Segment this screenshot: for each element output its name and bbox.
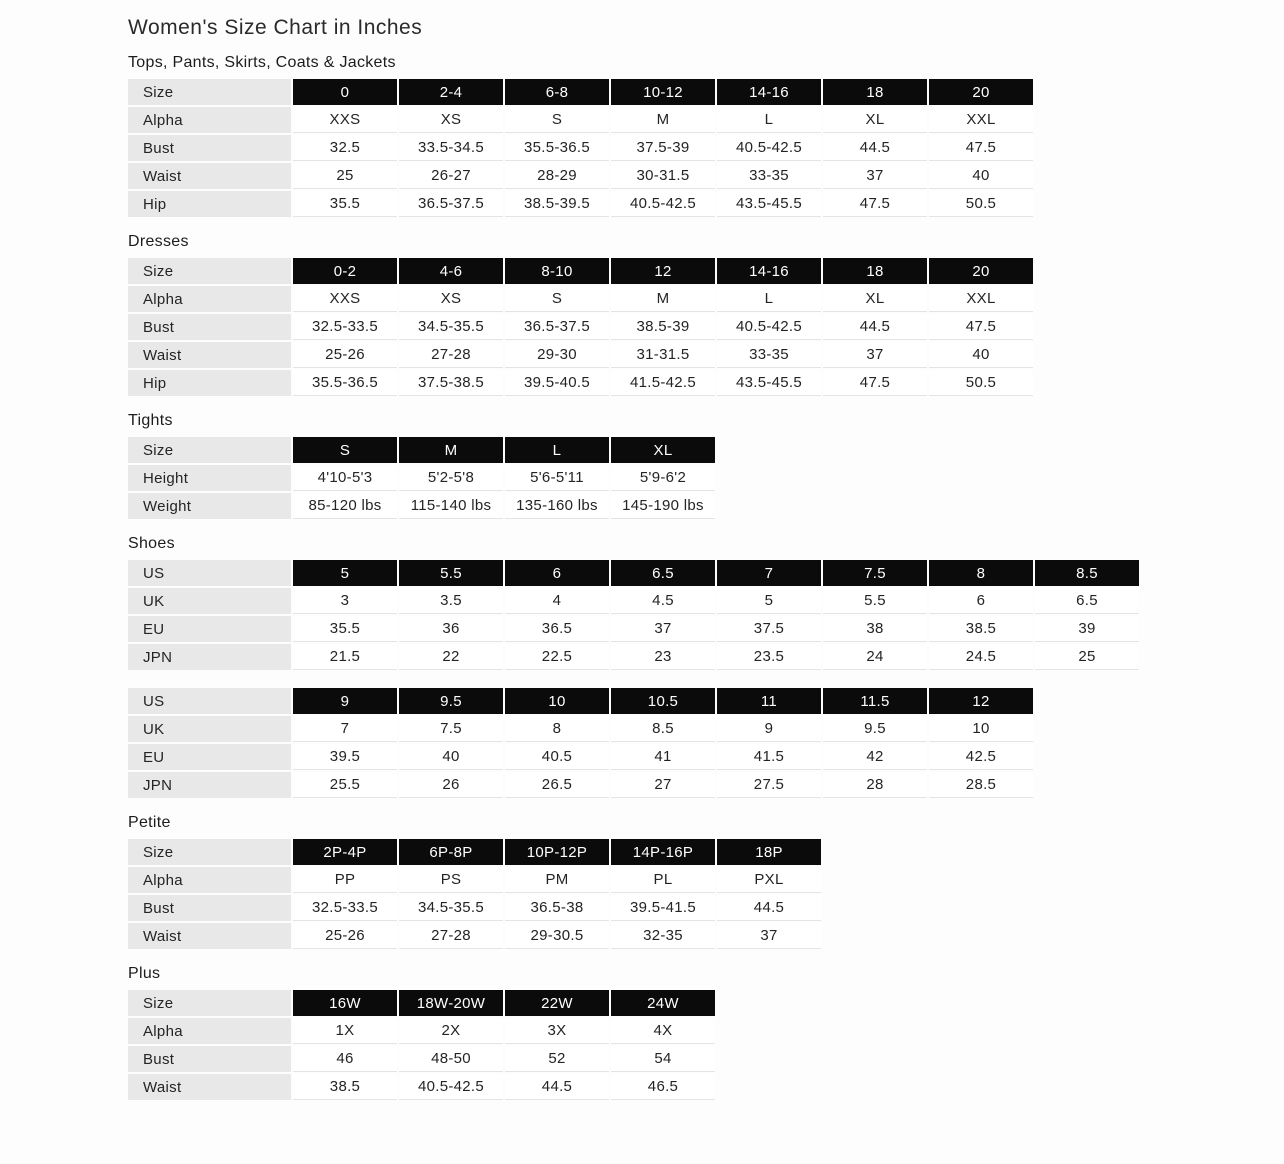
row-label: US <box>128 560 291 586</box>
value-cell: 41 <box>611 744 715 770</box>
value-cell: 25 <box>1035 644 1139 670</box>
value-cell: 43.5-45.5 <box>717 370 821 396</box>
value-cell: 3X <box>505 1018 609 1044</box>
value-cell: 39.5-41.5 <box>611 895 715 921</box>
table-row <box>128 1046 715 1072</box>
page-title: Women's Size Chart in Inches <box>128 16 423 39</box>
value-cell: 28 <box>823 772 927 798</box>
size-header-cell: 11.5 <box>823 688 927 714</box>
table-row <box>128 688 1033 714</box>
value-cell: 5'9-6'2 <box>611 465 715 491</box>
value-cell: 4'10-5'3 <box>293 465 397 491</box>
value-cell: XXL <box>929 107 1033 133</box>
row-label: UK <box>128 588 291 614</box>
section-dresses <box>126 233 1284 398</box>
row-label: Bust <box>128 1046 291 1072</box>
value-cell: 44.5 <box>823 314 927 340</box>
row-label: Waist <box>128 1074 291 1100</box>
size-header-cell: 10.5 <box>611 688 715 714</box>
table-row <box>128 1018 715 1044</box>
row-label: Waist <box>128 163 291 189</box>
value-cell: 40.5-42.5 <box>399 1074 503 1100</box>
size-header-cell: 11 <box>717 688 821 714</box>
row-label: Bust <box>128 314 291 340</box>
value-cell: 50.5 <box>929 370 1033 396</box>
value-cell: 50.5 <box>929 191 1033 217</box>
table-row <box>128 258 1033 284</box>
value-cell: 27 <box>611 772 715 798</box>
table-row <box>128 990 715 1016</box>
value-cell: 41.5 <box>717 744 821 770</box>
size-header-cell: 8 <box>929 560 1033 586</box>
row-label: EU <box>128 616 291 642</box>
value-cell: 40 <box>929 163 1033 189</box>
value-cell: 24.5 <box>929 644 1033 670</box>
size-header-cell: 8.5 <box>1035 560 1139 586</box>
table-row <box>128 314 1033 340</box>
row-label: Alpha <box>128 286 291 312</box>
row-label: Weight <box>128 493 291 519</box>
value-cell: L <box>717 107 821 133</box>
value-cell: 3.5 <box>399 588 503 614</box>
value-cell: XXS <box>293 107 397 133</box>
value-cell: 5.5 <box>823 588 927 614</box>
table-row <box>128 191 1033 217</box>
value-cell: 9 <box>717 716 821 742</box>
size-header-cell: 10P-12P <box>505 839 609 865</box>
table-row <box>128 772 1033 798</box>
value-cell: 47.5 <box>823 370 927 396</box>
value-cell: 21.5 <box>293 644 397 670</box>
size-header-cell: 14-16 <box>717 79 821 105</box>
row-label: Size <box>128 258 291 284</box>
value-cell: 38.5 <box>293 1074 397 1100</box>
value-cell: 28.5 <box>929 772 1033 798</box>
value-cell: 29-30 <box>505 342 609 368</box>
value-cell: 135-160 lbs <box>505 493 609 519</box>
value-cell: 39.5-40.5 <box>505 370 609 396</box>
value-cell: 43.5-45.5 <box>717 191 821 217</box>
value-cell: PP <box>293 867 397 893</box>
size-header-cell: 9 <box>293 688 397 714</box>
value-cell: 32.5-33.5 <box>293 895 397 921</box>
value-cell: 38.5-39.5 <box>505 191 609 217</box>
size-header-cell: 18P <box>717 839 821 865</box>
value-cell: XXS <box>293 286 397 312</box>
size-header-cell: 0-2 <box>293 258 397 284</box>
value-cell: 47.5 <box>929 135 1033 161</box>
row-label: Alpha <box>128 107 291 133</box>
size-header-cell: M <box>399 437 503 463</box>
value-cell: 1X <box>293 1018 397 1044</box>
row-label: Bust <box>128 135 291 161</box>
value-cell: 26-27 <box>399 163 503 189</box>
value-cell: 25.5 <box>293 772 397 798</box>
section-label: Tights <box>128 412 173 429</box>
value-cell: 47.5 <box>929 314 1033 340</box>
section-label: Plus <box>128 965 161 982</box>
value-cell: 42.5 <box>929 744 1033 770</box>
value-cell: 37 <box>823 163 927 189</box>
value-cell: 22.5 <box>505 644 609 670</box>
table-row <box>128 286 1033 312</box>
value-cell: 26.5 <box>505 772 609 798</box>
value-cell: 5 <box>717 588 821 614</box>
size-header-cell: 12 <box>929 688 1033 714</box>
row-label: Hip <box>128 191 291 217</box>
size-table <box>126 837 823 951</box>
value-cell: 145-190 lbs <box>611 493 715 519</box>
value-cell: 38.5-39 <box>611 314 715 340</box>
size-header-cell: 14P-16P <box>611 839 715 865</box>
value-cell: 27-28 <box>399 923 503 949</box>
table-row <box>128 588 1139 614</box>
size-header-cell: 16W <box>293 990 397 1016</box>
value-cell: 47.5 <box>823 191 927 217</box>
size-header-cell: 9.5 <box>399 688 503 714</box>
value-cell: 32.5 <box>293 135 397 161</box>
sections-container <box>126 54 1284 1102</box>
value-cell: 46 <box>293 1046 397 1072</box>
value-cell: 40.5-42.5 <box>717 135 821 161</box>
table-row <box>128 135 1033 161</box>
size-header-cell: 6 <box>505 560 609 586</box>
table-row <box>128 163 1033 189</box>
value-cell: 4.5 <box>611 588 715 614</box>
size-header-cell: 2P-4P <box>293 839 397 865</box>
row-label: Size <box>128 437 291 463</box>
size-header-cell: 14-16 <box>717 258 821 284</box>
size-header-cell: 12 <box>611 258 715 284</box>
row-label: JPN <box>128 772 291 798</box>
size-table <box>126 435 717 521</box>
size-header-cell: 10-12 <box>611 79 715 105</box>
value-cell: 44.5 <box>505 1074 609 1100</box>
size-header-cell: 4-6 <box>399 258 503 284</box>
size-header-cell: 7 <box>717 560 821 586</box>
value-cell: 38 <box>823 616 927 642</box>
value-cell: 33-35 <box>717 342 821 368</box>
value-cell: 9.5 <box>823 716 927 742</box>
value-cell: 23.5 <box>717 644 821 670</box>
table-row <box>128 923 821 949</box>
row-label: Size <box>128 990 291 1016</box>
value-cell: 7.5 <box>399 716 503 742</box>
value-cell: 27.5 <box>717 772 821 798</box>
value-cell: 7 <box>293 716 397 742</box>
value-cell: 26 <box>399 772 503 798</box>
section-label: Tops, Pants, Skirts, Coats & Jackets <box>128 54 396 71</box>
value-cell: 32.5-33.5 <box>293 314 397 340</box>
table-row <box>128 342 1033 368</box>
value-cell: 2X <box>399 1018 503 1044</box>
row-label: Height <box>128 465 291 491</box>
size-header-cell: 20 <box>929 258 1033 284</box>
section-label: Shoes <box>128 535 175 552</box>
row-label: UK <box>128 716 291 742</box>
size-header-cell: 18W-20W <box>399 990 503 1016</box>
value-cell: 6.5 <box>1035 588 1139 614</box>
table-row <box>128 465 715 491</box>
size-header-cell: 0 <box>293 79 397 105</box>
value-cell: 36.5-38 <box>505 895 609 921</box>
table-row <box>128 644 1139 670</box>
row-label: Waist <box>128 342 291 368</box>
section-petite <box>126 814 1284 951</box>
size-header-cell: 18 <box>823 79 927 105</box>
value-cell: 24 <box>823 644 927 670</box>
value-cell: 40 <box>929 342 1033 368</box>
size-header-cell: 10 <box>505 688 609 714</box>
row-label: Size <box>128 839 291 865</box>
size-header-cell: 20 <box>929 79 1033 105</box>
value-cell: PM <box>505 867 609 893</box>
table-row <box>128 370 1033 396</box>
value-cell: 34.5-35.5 <box>399 895 503 921</box>
value-cell: 8 <box>505 716 609 742</box>
table-row <box>128 867 821 893</box>
table-row <box>128 895 821 921</box>
size-table <box>126 77 1035 219</box>
value-cell: 5'6-5'11 <box>505 465 609 491</box>
size-header-cell: 5 <box>293 560 397 586</box>
value-cell: 3 <box>293 588 397 614</box>
section-tights <box>126 412 1284 521</box>
value-cell: 22 <box>399 644 503 670</box>
value-cell: 28-29 <box>505 163 609 189</box>
value-cell: L <box>717 286 821 312</box>
value-cell: 44.5 <box>823 135 927 161</box>
value-cell: 42 <box>823 744 927 770</box>
value-cell: 37 <box>611 616 715 642</box>
size-header-cell: 6-8 <box>505 79 609 105</box>
value-cell: 4X <box>611 1018 715 1044</box>
value-cell: 40 <box>399 744 503 770</box>
row-label: Size <box>128 79 291 105</box>
size-header-cell: XL <box>611 437 715 463</box>
value-cell: 37.5-39 <box>611 135 715 161</box>
value-cell: XS <box>399 107 503 133</box>
value-cell: 25-26 <box>293 342 397 368</box>
value-cell: 36.5-37.5 <box>505 314 609 340</box>
table-row <box>128 1074 715 1100</box>
value-cell: 41.5-42.5 <box>611 370 715 396</box>
value-cell: 40.5-42.5 <box>611 191 715 217</box>
size-header-cell: 22W <box>505 990 609 1016</box>
value-cell: 36.5 <box>505 616 609 642</box>
value-cell: 35.5-36.5 <box>505 135 609 161</box>
table-row <box>128 437 715 463</box>
value-cell: 37 <box>717 923 821 949</box>
value-cell: PS <box>399 867 503 893</box>
value-cell: 4 <box>505 588 609 614</box>
value-cell: PL <box>611 867 715 893</box>
value-cell: XXL <box>929 286 1033 312</box>
value-cell: 37.5 <box>717 616 821 642</box>
value-cell: 54 <box>611 1046 715 1072</box>
value-cell: S <box>505 286 609 312</box>
value-cell: 27-28 <box>399 342 503 368</box>
value-cell: 31-31.5 <box>611 342 715 368</box>
table-row <box>128 560 1139 586</box>
size-header-cell: 7.5 <box>823 560 927 586</box>
value-cell: 39 <box>1035 616 1139 642</box>
size-header-cell: 2-4 <box>399 79 503 105</box>
value-cell: 10 <box>929 716 1033 742</box>
size-table <box>126 686 1035 800</box>
value-cell: 44.5 <box>717 895 821 921</box>
value-cell: 35.5 <box>293 616 397 642</box>
row-label: EU <box>128 744 291 770</box>
value-cell: 6 <box>929 588 1033 614</box>
value-cell: 115-140 lbs <box>399 493 503 519</box>
value-cell: 5'2-5'8 <box>399 465 503 491</box>
row-label: Hip <box>128 370 291 396</box>
value-cell: 29-30.5 <box>505 923 609 949</box>
row-label: JPN <box>128 644 291 670</box>
value-cell: 33-35 <box>717 163 821 189</box>
row-label: Waist <box>128 923 291 949</box>
table-row <box>128 107 1033 133</box>
size-header-cell: S <box>293 437 397 463</box>
table-row <box>128 716 1033 742</box>
size-header-cell: 8-10 <box>505 258 609 284</box>
row-label: Alpha <box>128 867 291 893</box>
value-cell: PXL <box>717 867 821 893</box>
value-cell: 34.5-35.5 <box>399 314 503 340</box>
section-tops-pants-skirts-coats-jackets <box>126 54 1284 219</box>
value-cell: 46.5 <box>611 1074 715 1100</box>
row-label: Alpha <box>128 1018 291 1044</box>
value-cell: 40.5 <box>505 744 609 770</box>
size-header-cell: 24W <box>611 990 715 1016</box>
value-cell: 37 <box>823 342 927 368</box>
value-cell: 32-35 <box>611 923 715 949</box>
size-table <box>126 988 717 1102</box>
value-cell: XL <box>823 107 927 133</box>
value-cell: XS <box>399 286 503 312</box>
size-table <box>126 558 1141 672</box>
value-cell: 48-50 <box>399 1046 503 1072</box>
table-row <box>128 79 1033 105</box>
value-cell: 30-31.5 <box>611 163 715 189</box>
value-cell: 33.5-34.5 <box>399 135 503 161</box>
size-header-cell: 18 <box>823 258 927 284</box>
value-cell: 35.5 <box>293 191 397 217</box>
table-row <box>128 744 1033 770</box>
section-shoes <box>126 535 1284 800</box>
value-cell: XL <box>823 286 927 312</box>
row-label: Bust <box>128 895 291 921</box>
value-cell: 39.5 <box>293 744 397 770</box>
value-cell: 8.5 <box>611 716 715 742</box>
value-cell: 37.5-38.5 <box>399 370 503 396</box>
value-cell: 36 <box>399 616 503 642</box>
value-cell: M <box>611 286 715 312</box>
value-cell: 25-26 <box>293 923 397 949</box>
size-header-cell: 6P-8P <box>399 839 503 865</box>
size-header-cell: L <box>505 437 609 463</box>
table-row <box>128 839 821 865</box>
section-plus <box>126 965 1284 1102</box>
value-cell: 36.5-37.5 <box>399 191 503 217</box>
value-cell: 38.5 <box>929 616 1033 642</box>
value-cell: M <box>611 107 715 133</box>
value-cell: 25 <box>293 163 397 189</box>
size-table <box>126 256 1035 398</box>
table-row <box>128 493 715 519</box>
table-row <box>128 616 1139 642</box>
section-label: Petite <box>128 814 171 831</box>
value-cell: S <box>505 107 609 133</box>
row-label: US <box>128 688 291 714</box>
value-cell: 35.5-36.5 <box>293 370 397 396</box>
section-label: Dresses <box>128 233 189 250</box>
size-header-cell: 5.5 <box>399 560 503 586</box>
value-cell: 85-120 lbs <box>293 493 397 519</box>
value-cell: 52 <box>505 1046 609 1072</box>
value-cell: 23 <box>611 644 715 670</box>
value-cell: 40.5-42.5 <box>717 314 821 340</box>
size-header-cell: 6.5 <box>611 560 715 586</box>
